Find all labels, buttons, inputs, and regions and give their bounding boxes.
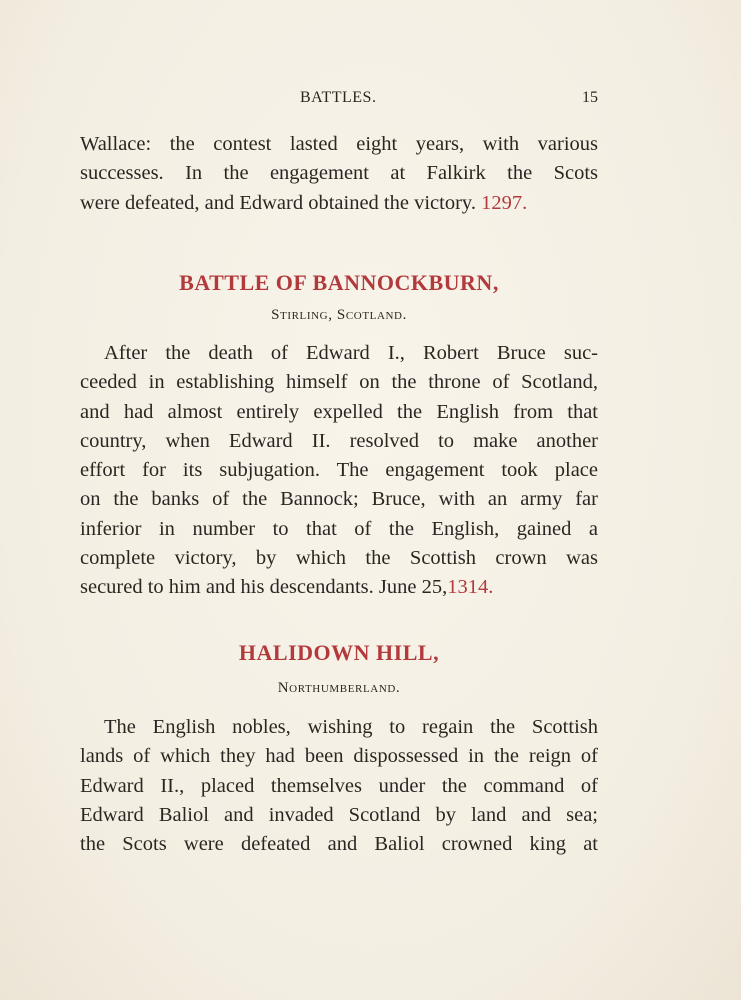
text-line: on the banks of the Bannock; Bruce, with an army far bbox=[80, 488, 598, 511]
text-line: lands of which they had been dispossessed in the reign of bbox=[80, 745, 598, 768]
date-label: 1297. bbox=[481, 191, 528, 214]
text-line: complete victory, by which the Scottish crown was bbox=[80, 547, 598, 570]
section-location-halidown-hill: Northumberland. bbox=[277, 680, 401, 696]
bannockburn-paragraph bbox=[80, 339, 598, 603]
text-line: the Scots were defeated and Baliol crowned king at bbox=[80, 833, 598, 856]
text-line: Edward Baliol and invaded Scotland by land and sea; bbox=[80, 803, 598, 826]
section-title-halidown-hill: HALIDOWN HILL, bbox=[238, 640, 440, 665]
page-number: 15 bbox=[582, 89, 598, 106]
date-label: 1314. bbox=[447, 576, 494, 599]
intro-paragraph bbox=[80, 130, 598, 218]
section-title-bannockburn: BATTLE OF BANNOCKBURN, bbox=[179, 270, 499, 295]
page-header bbox=[80, 89, 600, 109]
text-line: inferior in number to that of the English, gained a bbox=[80, 517, 598, 540]
text-line: effort for its subjugation. The engagement took place bbox=[80, 459, 598, 482]
text-line: Wallace: the contest lasted eight years, with various bbox=[80, 133, 598, 155]
text-line-content: were defeated, and Edward obtained the victory. bbox=[80, 191, 476, 214]
text-line: Edward II., placed themselves under the command of bbox=[80, 774, 598, 797]
text-line bbox=[80, 573, 598, 602]
text-line: ceeded in establishing himself on the throne of Scotland, bbox=[80, 371, 598, 394]
text-line: successes. In the engagement at Falkirk the Scots bbox=[80, 162, 598, 185]
text-line: After the death of Edward I., Robert Bruce suc- bbox=[104, 342, 598, 364]
text-line: The English nobles, wishing to regain the Scottish bbox=[104, 716, 598, 738]
section-location-bannockburn: Stirling, Scotland. bbox=[271, 307, 407, 323]
running-head: BATTLES. bbox=[300, 89, 377, 106]
text-line: country, when Edward II. resolved to make another bbox=[80, 429, 598, 452]
text-line: and had almost entirely expelled the English from that bbox=[80, 400, 598, 423]
text-line bbox=[80, 189, 598, 218]
halidown-paragraph bbox=[80, 713, 598, 859]
text-line-content: secured to him and his descendants. June 25, bbox=[80, 576, 448, 599]
